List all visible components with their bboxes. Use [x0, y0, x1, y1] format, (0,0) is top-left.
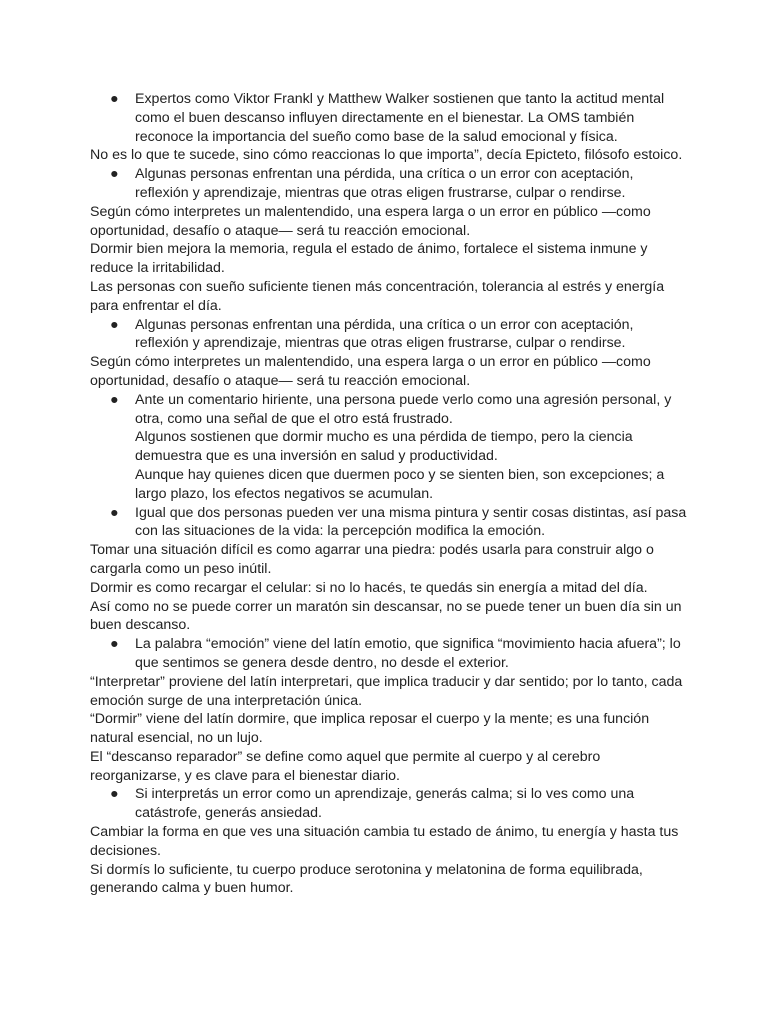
paragraph: “Interpretar” proviene del latín interpretari, que implica traducir y dar sentido; por lo tanto, cada emoción surge de una interpretación única. [90, 673, 683, 709]
bullet-text: Igual que dos personas pueden ver una misma pintura y sentir cosas distintas, así pasa con las situaciones de la vida: la percepción modifica la emoción. [135, 504, 687, 540]
bullet-icon: ● [110, 91, 119, 107]
paragraph: Según cómo interpretes un malentendido, una espera larga o un error en público —como oportunidad, desafío o ataque— será tu reacción emocional. [90, 203, 651, 239]
bullet-icon: ● [110, 504, 119, 521]
paragraph: Así como no se puede correr un maratón sin descansar, no se puede tener un buen día sin un buen descanso. [90, 598, 682, 634]
bullet-item [90, 165, 688, 203]
paragraph: Dormir bien mejora la memoria, regula el estado de ánimo, fortalece el sistema inmune y reduce la irritabilidad. [90, 241, 648, 277]
paragraph: “Dormir” viene del latín dormire, que implica reposar el cuerpo y la mente; es una función natural esencial, no un lujo. [90, 711, 650, 747]
bullet-icon: ● [110, 316, 119, 333]
bullet-icon: ● [110, 166, 119, 183]
bullet-item [90, 316, 688, 354]
paragraph: El “descanso reparador” se define como aquel que permite al cuerpo y al cerebro reorganizarse, y es clave para el bienestar diario. [90, 748, 601, 784]
bullet-text: Expertos como Viktor Frankl y Matthew Walker sostienen que tanto la actitud mental como el buen descanso influyen directamente en el bienestar. La OMS también reconoce la importancia del sueño como base de la salud emocional y física. [135, 91, 665, 145]
bullet-item [90, 785, 688, 823]
bullet-item [90, 504, 688, 542]
paragraph: Las personas con sueño suficiente tienen más concentración, tolerancia al estrés y energía para enfrentar el día. [90, 278, 665, 314]
bullet-text: Ante un comentario hiriente, una persona puede verlo como una agresión personal, y otra, como una señal de que el otro está frustrado. [135, 391, 672, 427]
paragraph: Tomar una situación difícil es como agarrar una piedra: podés usarla para construir algo o cargarla como un peso inútil. [90, 542, 654, 577]
paragraph: No es lo que te sucede, sino cómo reaccionas lo que importa”, decía Epicteto, filósofo estoico. [90, 147, 683, 164]
bullet-text: Algunas personas enfrentan una pérdida, una crítica o un error con aceptación, reflexión y aprendizaje, mientras que otras eligen frustrarse, culpar o rendirse. [135, 316, 634, 352]
paragraph: Según cómo interpretes un malentendido, una espera larga o un error en público —como oportunidad, desafío o ataque— será tu reacción emocional. [90, 354, 651, 389]
bullet-icon: ● [110, 391, 119, 408]
bullet-icon: ● [110, 636, 119, 653]
bullet-item [90, 391, 688, 504]
bullet-text: Algunos sostienen que dormir mucho es una pérdida de tiempo, pero la ciencia demuestra que es una inversión en salud y productividad. [135, 429, 633, 465]
bullet-text: La palabra “emoción” viene del latín emotio, que significa “movimiento hacia afuera”; lo que sentimos se genera desde dentro, no desde el exterior. [135, 636, 681, 671]
bullet-text: Si interpretás un error como un aprendizaje, generás calma; si lo ves como una catástrofe, generás ansiedad. [135, 786, 635, 822]
bullet-text: Aunque hay quienes dicen que duermen poco y se sienten bien, son excepciones; a largo plazo, los efectos negativos se acumulan. [135, 466, 665, 502]
bullet-icon: ● [110, 786, 119, 803]
paragraph: Cambiar la forma en que ves una situación cambia tu estado de ánimo, tu energía y hasta tus decisiones. [90, 824, 679, 859]
paragraph: Si dormís lo suficiente, tu cuerpo produce serotonina y melatonina de forma equilibrada, generando calma y buen humor. [90, 861, 643, 897]
bullet-text: Algunas personas enfrentan una pérdida, una crítica o un error con aceptación, reflexión y aprendizaje, mientras que otras eligen frustrarse, culpar o rendirse. [135, 166, 634, 201]
paragraph: Dormir es como recargar el celular: si no lo hacés, te quedás sin energía a mitad del día. [90, 579, 648, 596]
bullet-item [90, 635, 688, 673]
bullet-item [90, 90, 688, 146]
